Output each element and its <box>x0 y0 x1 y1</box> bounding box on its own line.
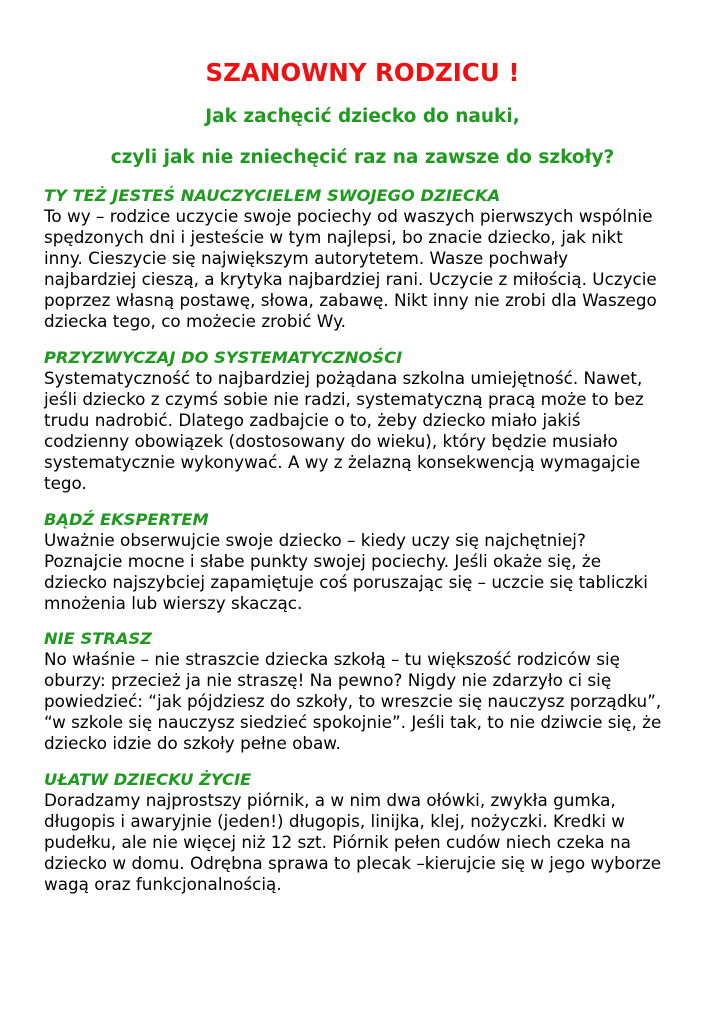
paragraph-line: To wy – rodzice uczycie swoje pociechy od waszych pierwszych wspólnie <box>44 206 653 226</box>
paragraph-line: najbardziej cieszą, a krytyka najbardziej rani. Uczycie z miłością. Uczycie <box>44 269 657 289</box>
page-title: SZANOWNY RODZICU ! <box>205 58 520 87</box>
paragraph-line: Poznajcie mocne i słabe punkty swojej pociechy. Jeśli okaże się, że <box>44 551 602 571</box>
paragraph-line: powiedzieć: “jak pójdziesz do szkoły, to wreszcie się nauczysz porządku”, <box>44 691 662 711</box>
subtitle-line-1: Jak zachęcić dziecko do nauki, <box>205 106 520 127</box>
section-expert <box>44 509 694 614</box>
section-heading: UŁATW DZIECKU ŻYCIE <box>44 770 252 789</box>
paragraph-line: trudu nadrobić. Dlatego zadbajcie o to, żeby dziecko miało jakiś <box>44 410 581 430</box>
section-heading: NIE STRASZ <box>44 629 152 648</box>
paragraph-line: długopis i awaryjnie (jeden!) długopis, linijka, klej, nożyczki. Kredki w <box>44 811 625 831</box>
section-teacher <box>44 185 694 332</box>
paragraph-line: inny. Cieszycie się największym autorytetem. Wasze pochwały <box>44 248 569 268</box>
paragraph-line: “w szkole się nauczysz siedzieć spokojnie”. Jeśli tak, to nie dziwcie się, że <box>44 712 662 732</box>
paragraph-line: dziecka tego, co możecie zrobić Wy. <box>44 311 346 331</box>
paragraph-line: dziecko najszybciej zapamiętuje coś poruszając się – uczcie się tabliczki <box>44 572 648 592</box>
paragraph-line: Systematyczność to najbardziej pożądana szkolna umiejętność. Nawet, <box>44 368 643 388</box>
paragraph-line: systematycznie wykonywać. A wy z żelazną konsekwencją wymagajcie <box>44 452 641 472</box>
paragraph-line: pudełku, ale nie więcej niż 12 szt. Piórnik pełen cudów niech czeka na <box>44 832 631 852</box>
section-systematic <box>44 347 694 494</box>
paragraph-line: tego. <box>44 473 87 493</box>
paragraph-line: codzienny obowiązek (dostosowany do wieku), który będzie musiało <box>44 431 618 451</box>
subtitle-line-2: czyli jak nie zniechęcić raz na zawsze do szkoły? <box>110 147 615 168</box>
paragraph-line: spędzonych dni i jesteście w tym najlepsi, bo znacie dziecko, jak nikt <box>44 227 623 247</box>
section-no-scaring <box>44 628 694 754</box>
paragraph-line: dziecko w domu. Odrębna sprawa to plecak –kierujcie się w jego wyborze <box>44 853 662 873</box>
paragraph-line: Doradzamy najprostszy piórnik, a w nim dwa ołówki, zwykła gumka, <box>44 790 616 810</box>
paragraph-line: Uważnie obserwujcie swoje dziecko – kiedy uczy się najchętniej? <box>44 530 586 550</box>
paragraph-line: dziecko idzie do szkoły pełne obaw. <box>44 733 341 753</box>
section-heading: BĄDŹ EKSPERTEM <box>44 510 209 529</box>
paragraph-line: mnożenia lub wierszy skacząc. <box>44 593 303 613</box>
paragraph-line: No właśnie – nie straszcie dziecka szkołą – tu większość rodziców się <box>44 649 620 669</box>
section-heading: TY TEŻ JESTEŚ NAUCZYCIELEM SWOJEGO DZIECKA <box>44 186 501 205</box>
paragraph-line: wagą oraz funkcjonalnością. <box>44 874 282 894</box>
section-easier-life <box>44 769 694 895</box>
paragraph-line: jeśli dziecko z czymś sobie nie radzi, systematyczną pracą może to bez <box>44 389 644 409</box>
section-heading: PRZYZWYCZAJ DO SYSTEMATYCZNOŚCI <box>44 348 403 367</box>
paragraph-line: poprzez własną postawę, słowa, zabawę. Nikt inny nie zrobi dla Waszego <box>44 290 657 310</box>
paragraph-line: oburzy: przecież ja nie straszę! Na pewno? Nigdy nie zdarzyło ci się <box>44 670 612 690</box>
